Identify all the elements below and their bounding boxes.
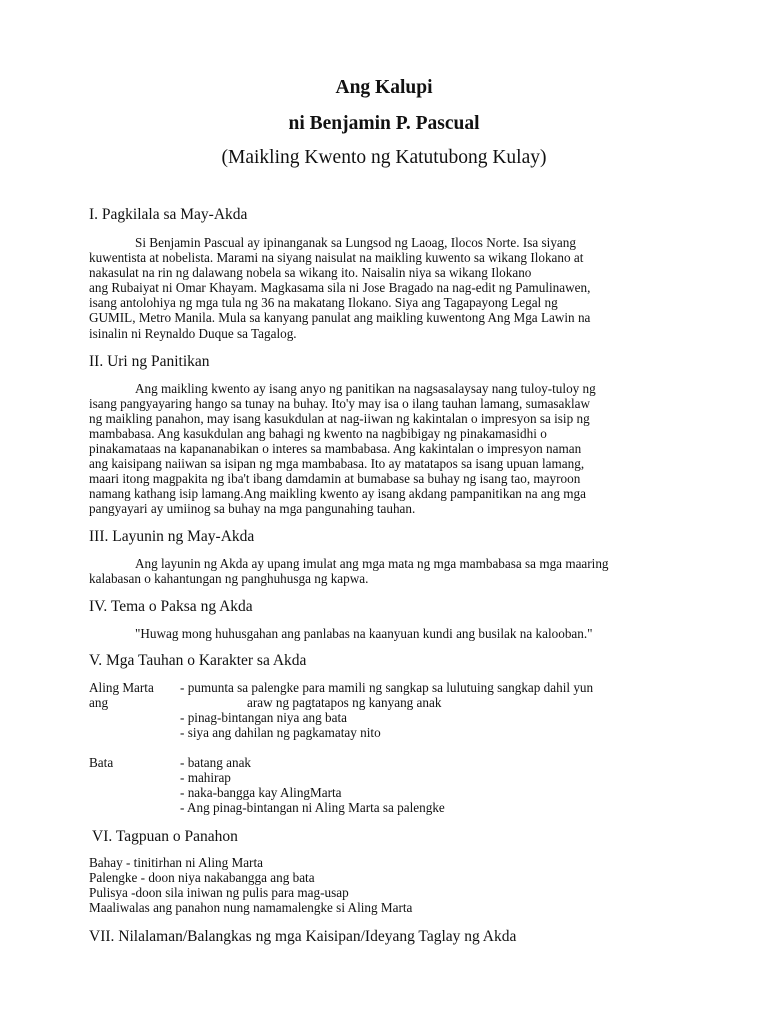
section-heading-tema: IV. Tema o Paksa ng Akda xyxy=(89,598,253,615)
paragraph-line: isang pangyayaring hango sa tunay na buhay. Ito'y may isa o ilang tauhan lamang, sumasaklaw xyxy=(89,396,591,411)
character-description: - pumunta sa palengke para mamili ng sangkap sa lulutuing sangkap dahil yun xyxy=(180,680,594,695)
setting-line: Pulisya -doon sila iniwan ng pulis para mag-usap xyxy=(89,885,349,900)
section-heading-tagpuan: VI. Tagpuan o Panahon xyxy=(92,828,238,845)
character-description: - siya ang dahilan ng pagkamatay nito xyxy=(180,725,381,740)
document-subtitle: (Maikling Kwento ng Katutubong Kulay) xyxy=(221,147,547,168)
character-name-aling-marta: Aling Marta xyxy=(89,680,154,695)
paragraph-line: ang Rubaiyat ni Omar Khayam. Magkasama sila ni Jose Bragado na nag-edit ng Pamulinawen, xyxy=(89,280,591,295)
setting-line: Maaliwalas ang panahon nung namamalengke si Aling Marta xyxy=(89,900,413,915)
character-description: - batang anak xyxy=(180,755,252,770)
document-author: ni Benjamin P. Pascual xyxy=(288,113,480,134)
section-heading-tauhan: V. Mga Tauhan o Karakter sa Akda xyxy=(89,652,307,669)
paragraph-line: maari itong magpakita ng iba't ibang damdamin at bumabase sa buhay ng isang tao, mayroon xyxy=(89,471,581,486)
paragraph-line: Si Benjamin Pascual ay ipinanganak sa Lungsod ng Laoag, Ilocos Norte. Isa siyang xyxy=(135,235,576,250)
character-description: - Ang pinag-bintangan ni Aling Marta sa palengke xyxy=(180,800,445,815)
setting-line: Palengke - doon niya nakabangga ang bata xyxy=(89,870,315,885)
paragraph-line: namang kathang isip lamang.Ang maikling kwento ay isang akdang pampanitikan na ang mga xyxy=(89,486,586,501)
paragraph-line: isang antolohiya ng mga tula ng 36 na makatang Ilokano. Siya ang Tagapayong Legal ng xyxy=(89,295,558,310)
section-heading-uri: II. Uri ng Panitikan xyxy=(89,353,210,370)
character-description: - naka-bangga kay AlingMarta xyxy=(180,785,342,800)
paragraph-line: kalabasan o kahantungan ng panghuhusga ng kapwa. xyxy=(89,571,369,586)
paragraph-line: GUMIL, Metro Manila. Mula sa kanyang panulat ang maikling kuwentong Ang Mga Lawin na xyxy=(89,310,591,325)
paragraph-line: Ang maikling kwento ay isang anyo ng panitikan na nagsasalaysay nang tuloy-tuloy ng xyxy=(135,381,596,396)
document-title: Ang Kalupi xyxy=(335,77,433,98)
paragraph-line: mambabasa. Ang kasukdulan ang bahagi ng kwento na nagbibigay ng pinakamasidhi o xyxy=(89,426,547,441)
paragraph-line: nakasulat na rin ng dalawang nobela sa wikang ito. Naisalin niya sa wikang Ilokano xyxy=(89,265,532,280)
character-name-continuation: ang xyxy=(89,695,109,710)
paragraph-line: kuwentista at nobelista. Marami na siyang naisulat na maikling kuwento sa wikang Ilokano at xyxy=(89,250,584,265)
paragraph-line: Ang layunin ng Akda ay upang imulat ang mga mata ng mga mambabasa sa mga maaring xyxy=(135,556,609,571)
paragraph-line: isinalin ni Reynaldo Duque sa Tagalog. xyxy=(89,326,297,341)
character-description: - mahirap xyxy=(180,770,231,785)
section-heading-layunin: III. Layunin ng May-Akda xyxy=(89,528,255,545)
paragraph-line: pangyayari ay umiinog sa buhay na mga pangunahing tauhan. xyxy=(89,501,416,516)
paragraph-line: ng maikling panahon, may isang kasukdulan at nag-iiwan ng kakintalan o impresyon sa isip ng xyxy=(89,411,590,426)
theme-quote: "Huwag mong huhusgahan ang panlabas na kaanyuan kundi ang busilak na kalooban." xyxy=(135,626,593,641)
character-name-bata: Bata xyxy=(89,755,114,770)
setting-line: Bahay - tinitirhan ni Aling Marta xyxy=(89,855,263,870)
character-description-wrap: araw ng pagtatapos ng kanyang anak xyxy=(247,695,442,710)
character-description: - pinag-bintangan niya ang bata xyxy=(180,710,347,725)
section-heading-nilalaman: VII. Nilalaman/Balangkas ng mga Kaisipan/Ideyang Taglay ng Akda xyxy=(89,928,517,945)
section-heading-pagkilala: I. Pagkilala sa May-Akda xyxy=(89,206,248,223)
paragraph-line: pinakamataas na kapananabikan o interes sa mambabasa. Ang kakintalan o impresyon naman xyxy=(89,441,582,456)
paragraph-line: ang kaisipang naiiwan sa isipan ng mga mambabasa. Ito ay matatapos sa isang upuan lamang, xyxy=(89,456,585,471)
